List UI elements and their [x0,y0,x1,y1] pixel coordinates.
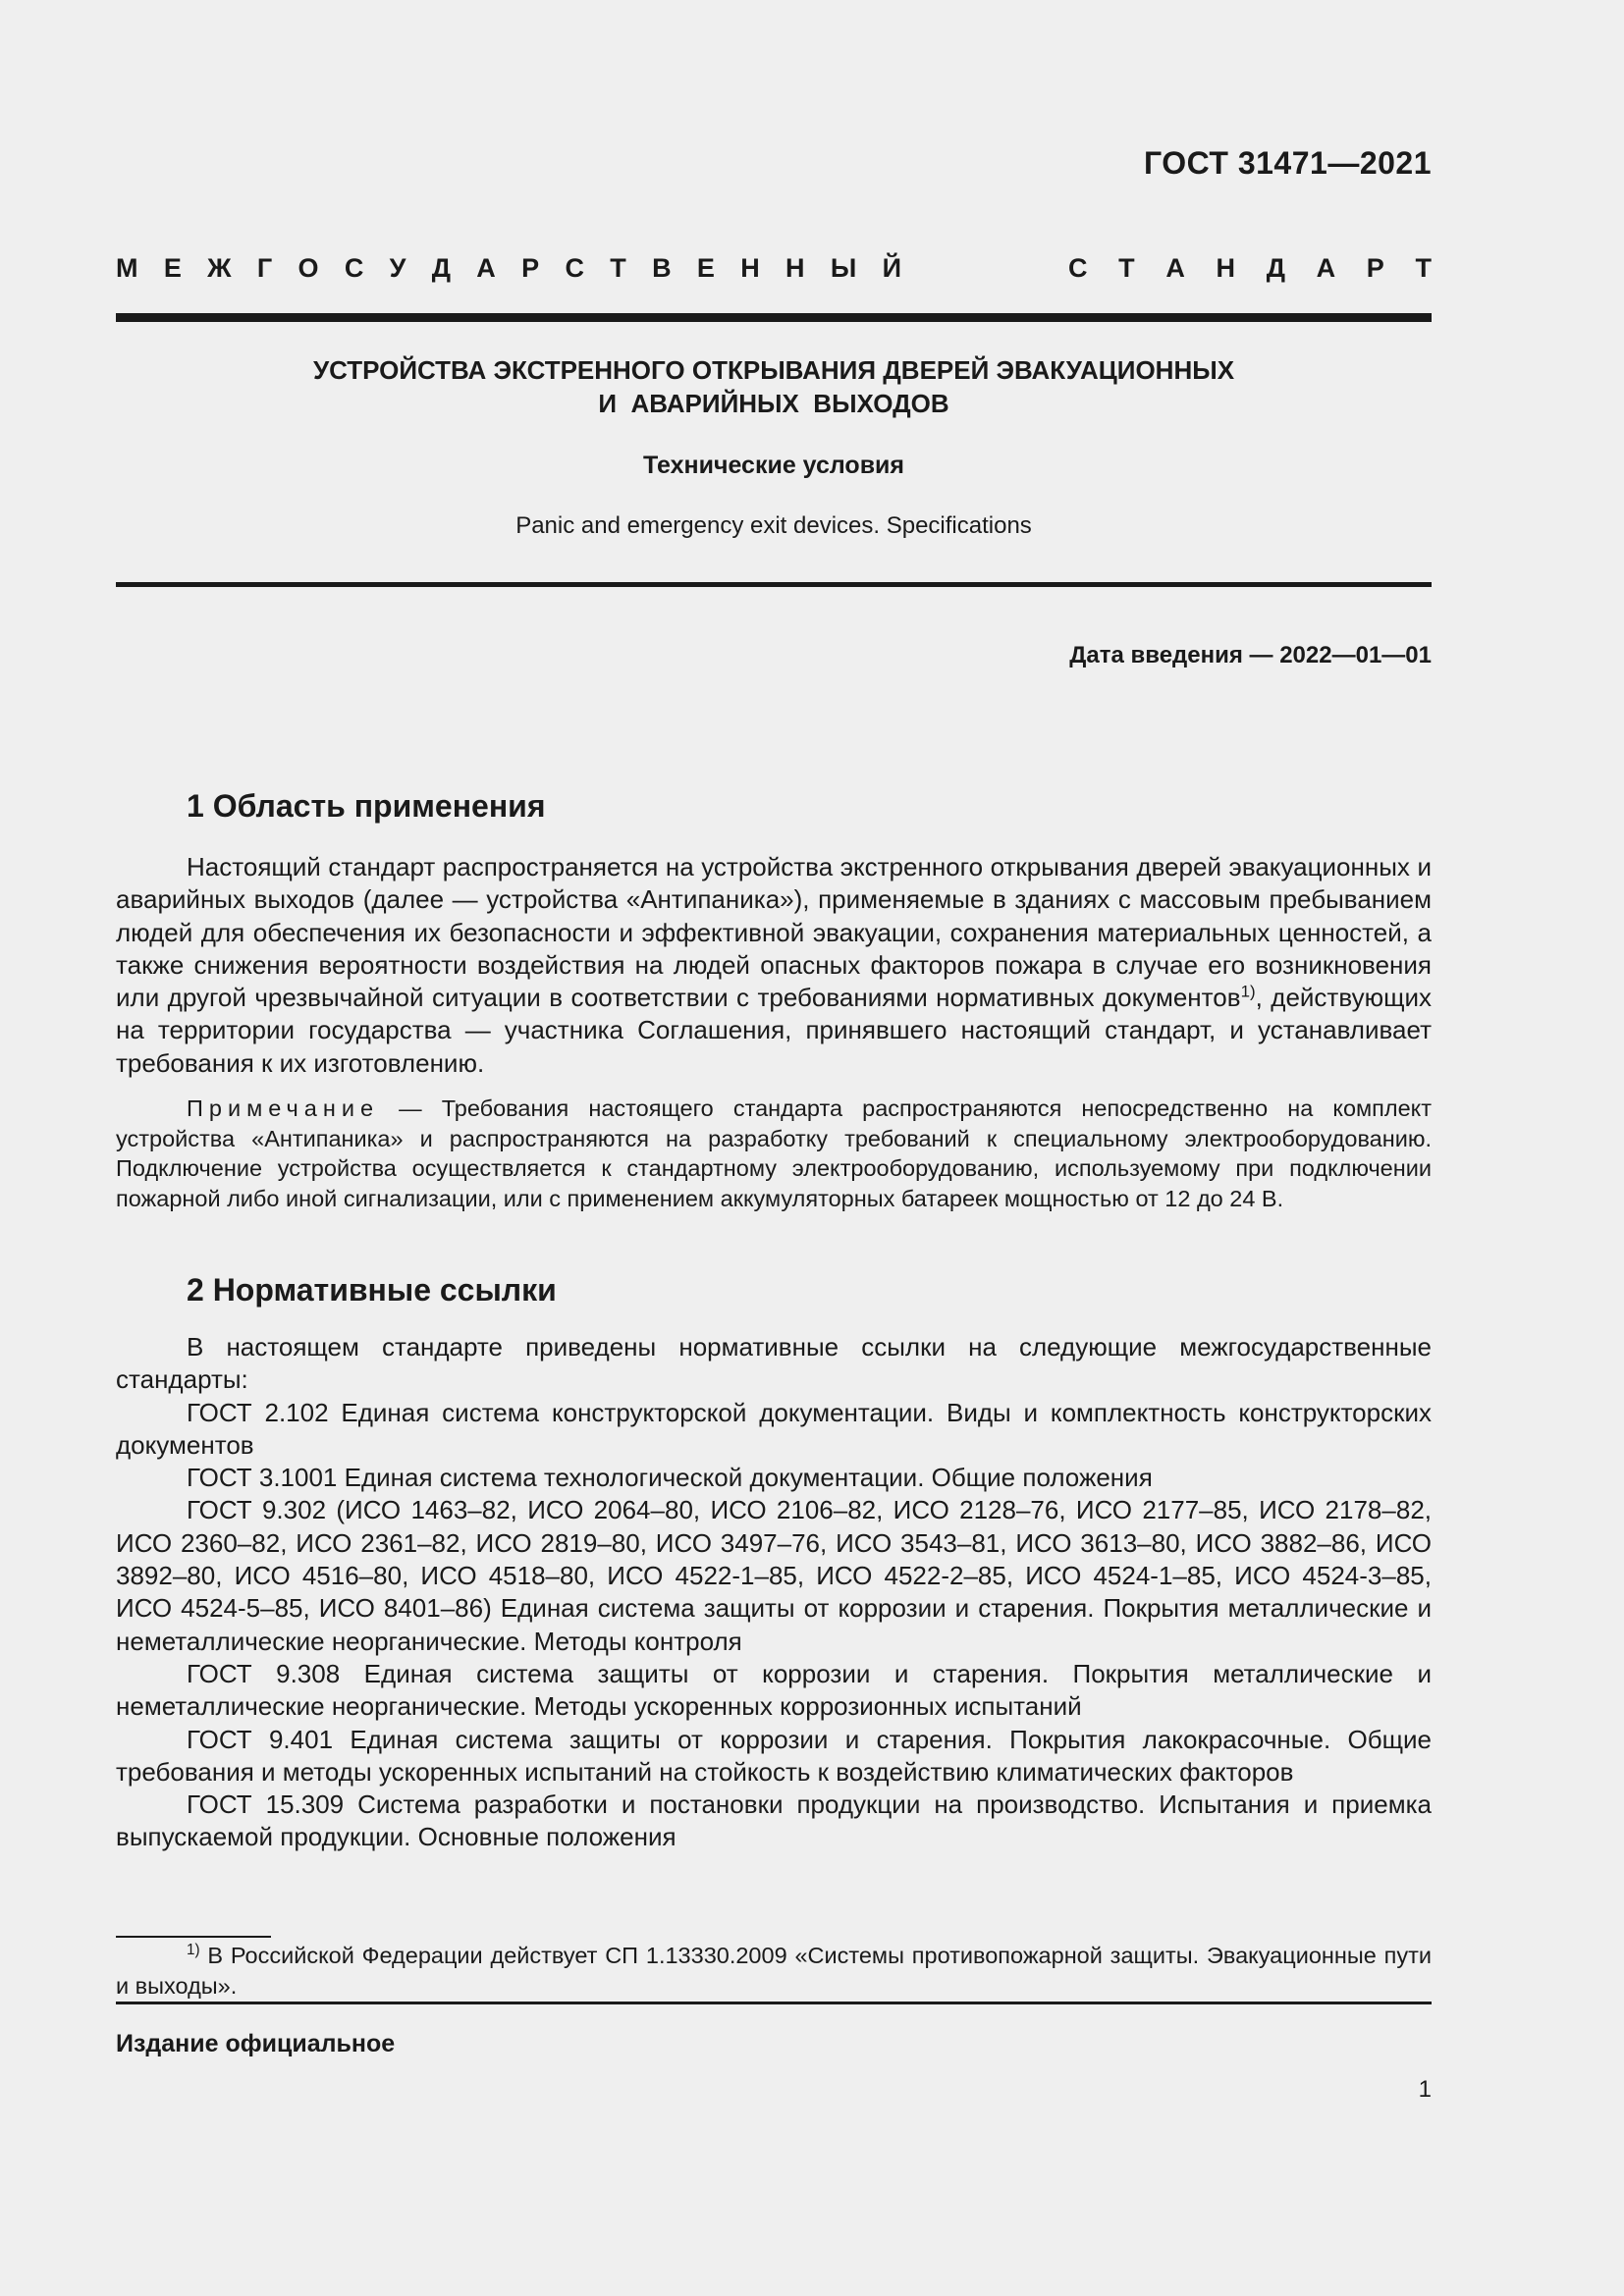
heading-letter: Е [163,253,182,283]
heading-letter: Т [1118,253,1135,283]
title-line1: УСТРОЙСТВА ЭКСТРЕННОГО ОТКРЫВАНИЯ ДВЕРЕЙ ЭВАКУАЦИОННЫХ [312,355,1235,385]
edition-label: Издание официальное [116,2030,396,2057]
middle-rule [116,582,1432,587]
heading-letter: Р [1366,253,1384,283]
document-title [116,353,1432,420]
section2-heading: 2 Нормативные ссылки [187,1272,557,1308]
heading-letter: А [1316,253,1336,283]
heading-letter: Г [256,253,273,283]
references-list [116,1331,1432,1854]
title-line2: И АВАРИЙНЫХ ВЫХОДОВ [598,389,949,418]
footnote-mark: 1) [187,1942,200,1959]
bottom-rule [116,2002,1432,2004]
standard-type-heading [116,253,1432,284]
heading-letter: Ы [830,253,857,283]
reference-item: ГОСТ 9.302 (ИСО 1463–82, ИСО 2064–80, ИСО 2106–82, ИСО 2128–76, ИСО 2177–85, ИСО 2178–82, ИСО 2360–82, ИСО 2361–82, ИСО 2819–80, ИСО 3497–76, ИСО 3543–81, ИСО 3613–80, ИСО 3882–86, ИСО 3892–80, ИСО 4516–80, ИСО 4518–80, ИСО 4522-1–85, ИСО 4522-2–85, ИСО 4524-1–85, ИСО 4524-3–85, ИСО 4524-5–85, ИСО 8401–86) Единая система защиты от коррозии и старения. Покрытия металлические и неметаллические неорганические. Методы контроля [116,1495,1432,1656]
reference-item: ГОСТ 9.308 Единая система защиты от коррозии и старения. Покрытия металлические и неметаллические неорганические. Методы ускоренных коррозионных испытаний [116,1658,1432,1722]
heading-letter: Н [1216,253,1236,283]
heading-letter: А [476,253,496,283]
heading-letter: Й [882,253,901,283]
reference-item: ГОСТ 3.1001 Единая система технологической документации. Общие положения [187,1463,1153,1493]
heading-letter: С [344,253,364,283]
heading-letter: Е [696,253,715,283]
references-intro: В настоящем стандарте приведены нормативные ссылки на следующие межгосударственные стандарты: [116,1332,1432,1395]
heading-letter: В [652,253,672,283]
footnote [116,1941,1432,2002]
page-number: 1 [1418,2076,1432,2103]
footnote-text: В Российской Федерации действует СП 1.13330.2009 «Системы противопожарной защиты. Эвакуационные пути и выходы». [116,1943,1432,1999]
heading-letter: С [565,253,584,283]
note-text: — Требования настоящего стандарта распространяются непосредственно на комплект устройства «Антипаника» и распространяются на разработку требований к специальному электрооборудованию. Подключение устройства осуществляется к стандартному электрооборудованию, используемому при подключении пожарной либо иной сигнализации, или с применением аккумуляторных батареек мощностью от 12 до 24 В. [116,1095,1432,1211]
heading-letter: А [1165,253,1185,283]
section1-text-part1: Настоящий стандарт распространяется на устройства экстренного открывания дверей эвакуационных и аварийных выходов (далее — устройства «Антипаника»), применяемые в зданиях с массовым пребыванием людей для обеспечения их безопасности и эффективной эвакуации, сохранения материальных ценностей, а также снижения вероятности воздействия на людей опасных факторов пожара в случае его возникновения или другой чрезвычайной ситуации в соответствии с требованиями нормативных документов [116,852,1432,1013]
heading-letter: Р [521,253,540,283]
heading-letter: Т [610,253,626,283]
note-label: Примечание [187,1095,380,1121]
standard-type-word2 [1068,253,1432,284]
heading-letter: Ж [207,253,232,283]
document-subtitle: Технические условия [642,452,905,479]
heading-letter: Н [785,253,805,283]
reference-item: ГОСТ 2.102 Единая система конструкторской документации. Виды и комплектность конструкторских документов [116,1397,1432,1460]
top-rule [116,313,1432,322]
heading-letter: Д [1266,253,1285,283]
heading-letter: С [1068,253,1088,283]
introduction-date: Дата введения — 2022—01—01 [1069,642,1432,668]
standard-type-word1 [116,253,901,284]
heading-letter: Д [431,253,451,283]
heading-letter: М [116,253,138,283]
english-title: Panic and emergency exit devices. Specifications [515,512,1032,539]
heading-letter: О [298,253,319,283]
footnote-separator [116,1936,271,1938]
heading-letter: У [389,253,406,283]
section1-heading: 1 Область применения [187,788,546,824]
document-number: ГОСТ 31471—2021 [1143,145,1432,181]
reference-item: ГОСТ 9.401 Единая система защиты от коррозии и старения. Покрытия лакокрасочные. Общие требования и методы ускоренных испытаний на стойкость к воздействию климатических факторов [116,1724,1432,1787]
document-page [116,0,1432,2296]
section1-paragraph [116,851,1432,1080]
section1-text-part2: , действующих на территории государства — участника Соглашения, принявшего настоящий стандарт, и устанавливает требования к их изготовлению. [116,983,1432,1078]
section1-note [116,1094,1432,1213]
footnote-reference[interactable]: 1) [1240,982,1256,1001]
heading-letter: Н [740,253,760,283]
reference-item: ГОСТ 15.309 Система разработки и постановки продукции на производство. Испытания и приемка выпускаемой продукции. Основные положения [116,1789,1432,1852]
heading-letter: Т [1415,253,1432,283]
